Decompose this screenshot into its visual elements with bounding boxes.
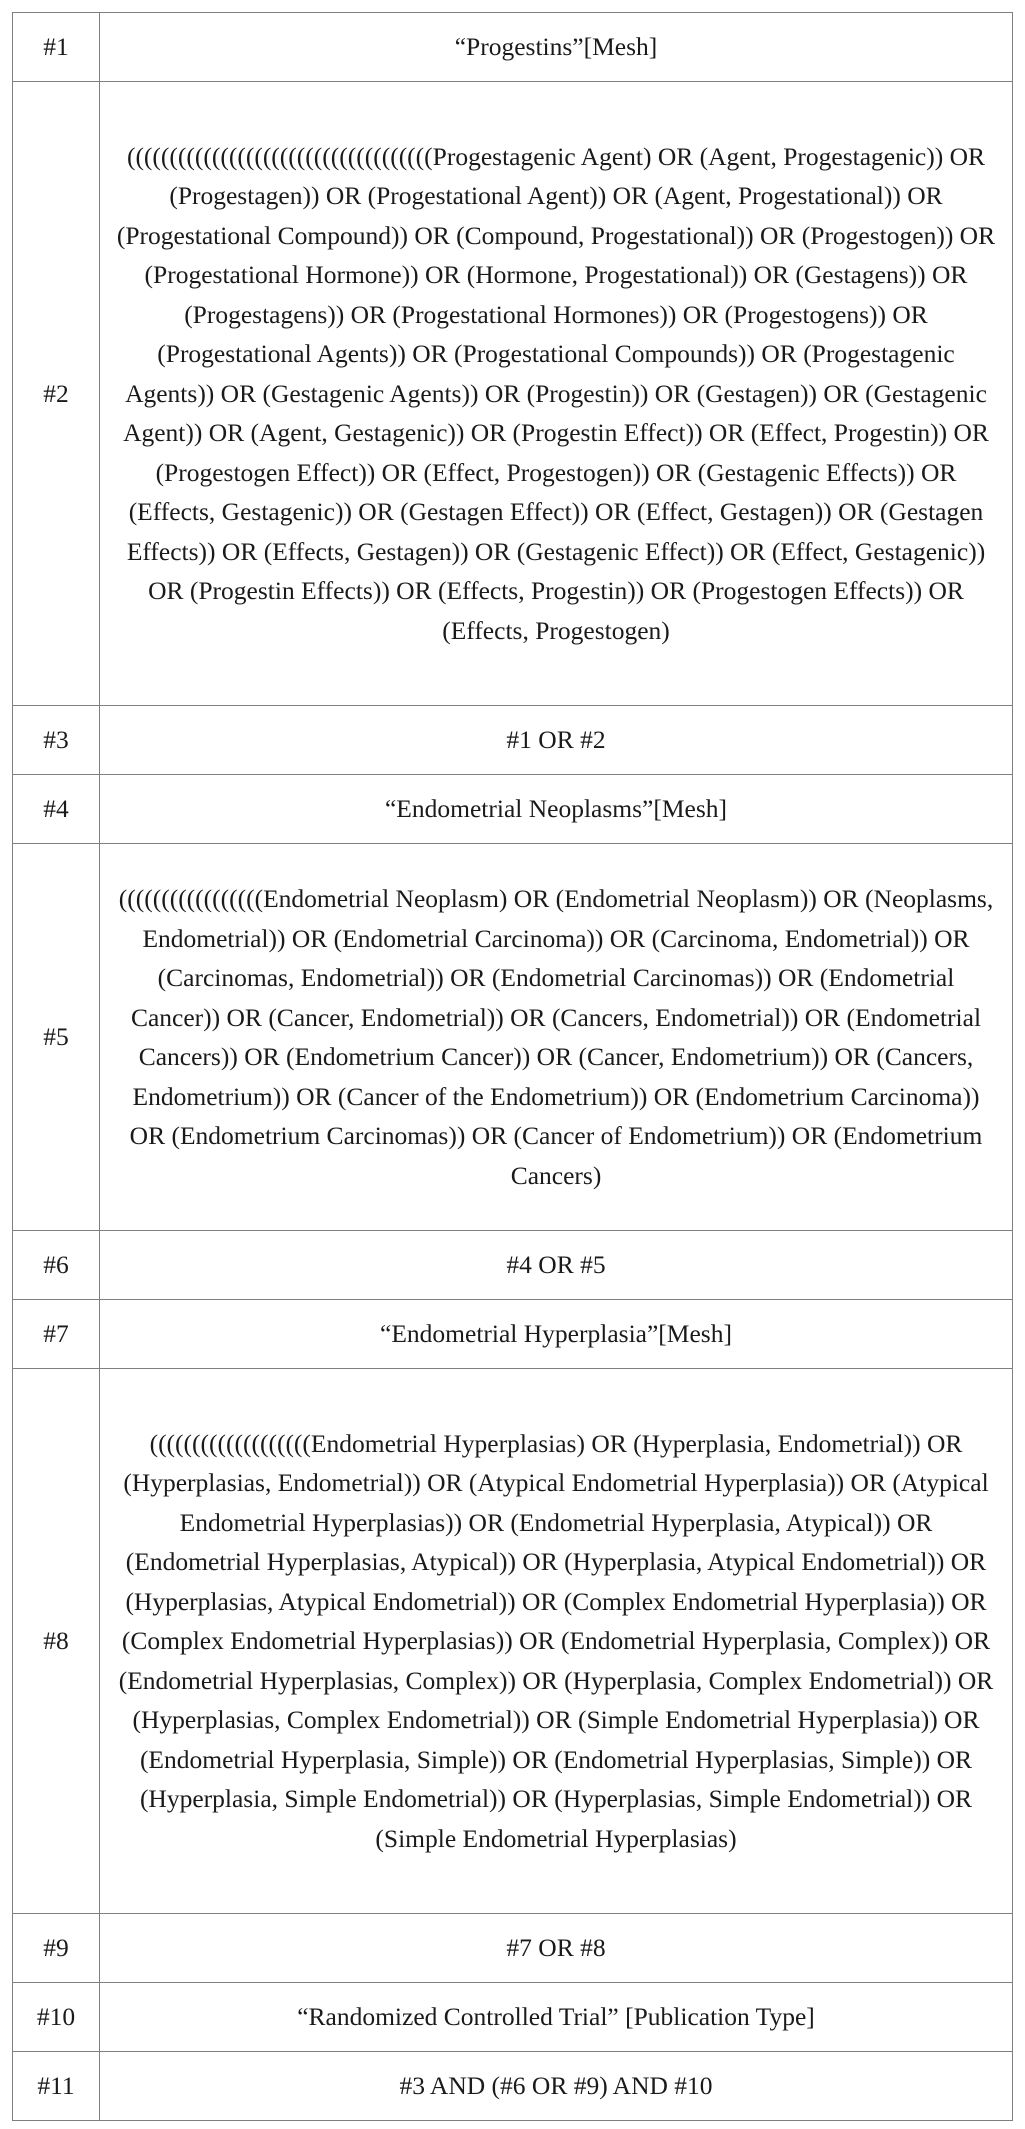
step-number: #8 [13, 1369, 100, 1914]
query-text: “Endometrial Neoplasms”[Mesh] [100, 775, 1013, 844]
query-text: #3 AND (#6 OR #9) AND #10 [100, 2052, 1013, 2121]
table-row [13, 706, 1013, 775]
step-number: #2 [13, 82, 100, 706]
step-number: #3 [13, 706, 100, 775]
table-row [13, 1300, 1013, 1369]
query-text: (((((((((((((((((Endometrial Neoplasm) OR (Endometrial Neoplasm)) OR (Neoplasms, Endometrial)) OR (Endometrial Carcinoma)) OR (Carcinoma, Endometrial)) OR (Carcinomas, Endometrial)) OR (Endometrial Carcinomas)) OR (Endometrial Cancer)) OR (Cancer, Endometrial)) OR (Cancers, Endometrial)) OR (Endometrial Cancers)) OR (Endometrium Cancer)) OR (Cancer, Endometrium)) OR (Cancers, Endometrium)) OR (Cancer of the Endometrium)) OR (Endometrium Carcinoma)) OR (Endometrium Carcinomas)) OR (Cancer of Endometrium)) OR (Endometrium Cancers) [100, 844, 1013, 1231]
table-row [13, 1914, 1013, 1983]
query-text: #7 OR #8 [100, 1914, 1013, 1983]
query-text: #1 OR #2 [100, 706, 1013, 775]
table-row [13, 1983, 1013, 2052]
query-text: ((((((((((((((((((((((((((((((((((((Progestagenic Agent) OR (Agent, Progestagenic)) OR (Progestagen)) OR (Progestational Agent)) OR (Agent, Progestational)) OR (Progestational Compound)) OR (Compound, Progestational)) OR (Progestogen)) OR (Progestational Hormone)) OR (Hormone, Progestational)) OR (Gestagens)) OR (Progestagens)) OR (Progestational Hormones)) OR (Progestogens)) OR (Progestational Agents)) OR (Progestational Compounds)) OR (Progestagenic Agents)) OR (Gestagenic Agents)) OR (Progestin)) OR (Gestagen)) OR (Gestagenic Agent)) OR (Agent, Gestagenic)) OR (Progestin Effect)) OR (Effect, Progestin)) OR (Progestogen Effect)) OR (Effect, Progestogen)) OR (Gestagenic Effects)) OR (Effects, Gestagenic)) OR (Gestagen Effect)) OR (Effect, Gestagen)) OR (Gestagen Effects)) OR (Effects, Gestagen)) OR (Gestagenic Effect)) OR (Effect, Gestagenic)) OR (Progestin Effects)) OR (Effects, Progestin)) OR (Progestogen Effects)) OR (Effects, Progestogen) [100, 82, 1013, 706]
step-number: #5 [13, 844, 100, 1231]
search-strategy-table [12, 12, 1013, 2121]
query-text: “Progestins”[Mesh] [100, 13, 1013, 82]
query-text: #4 OR #5 [100, 1231, 1013, 1300]
step-number: #9 [13, 1914, 100, 1983]
step-number: #1 [13, 13, 100, 82]
table-row [13, 2052, 1013, 2121]
query-text: “Randomized Controlled Trial” [Publication Type] [100, 1983, 1013, 2052]
table-row [13, 13, 1013, 82]
table-row [13, 1369, 1013, 1914]
step-number: #11 [13, 2052, 100, 2121]
table-row [13, 1231, 1013, 1300]
step-number: #4 [13, 775, 100, 844]
table-row [13, 775, 1013, 844]
step-number: #6 [13, 1231, 100, 1300]
table-row [13, 82, 1013, 706]
query-text: “Endometrial Hyperplasia”[Mesh] [100, 1300, 1013, 1369]
step-number: #7 [13, 1300, 100, 1369]
query-text: (((((((((((((((((((Endometrial Hyperplasias) OR (Hyperplasia, Endometrial)) OR (Hyperplasias, Endometrial)) OR (Atypical Endometrial Hyperplasia)) OR (Atypical Endometrial Hyperplasias)) OR (Endometrial Hyperplasia, Atypical)) OR (Endometrial Hyperplasias, Atypical)) OR (Hyperplasia, Atypical Endometrial)) OR (Hyperplasias, Atypical Endometrial)) OR (Complex Endometrial Hyperplasia)) OR (Complex Endometrial Hyperplasias)) OR (Endometrial Hyperplasia, Complex)) OR (Endometrial Hyperplasias, Complex)) OR (Hyperplasia, Complex Endometrial)) OR (Hyperplasias, Complex Endometrial)) OR (Simple Endometrial Hyperplasia)) OR (Endometrial Hyperplasia, Simple)) OR (Endometrial Hyperplasias, Simple)) OR (Hyperplasia, Simple Endometrial)) OR (Hyperplasias, Simple Endometrial)) OR (Simple Endometrial Hyperplasias) [100, 1369, 1013, 1914]
step-number: #10 [13, 1983, 100, 2052]
table-row [13, 844, 1013, 1231]
